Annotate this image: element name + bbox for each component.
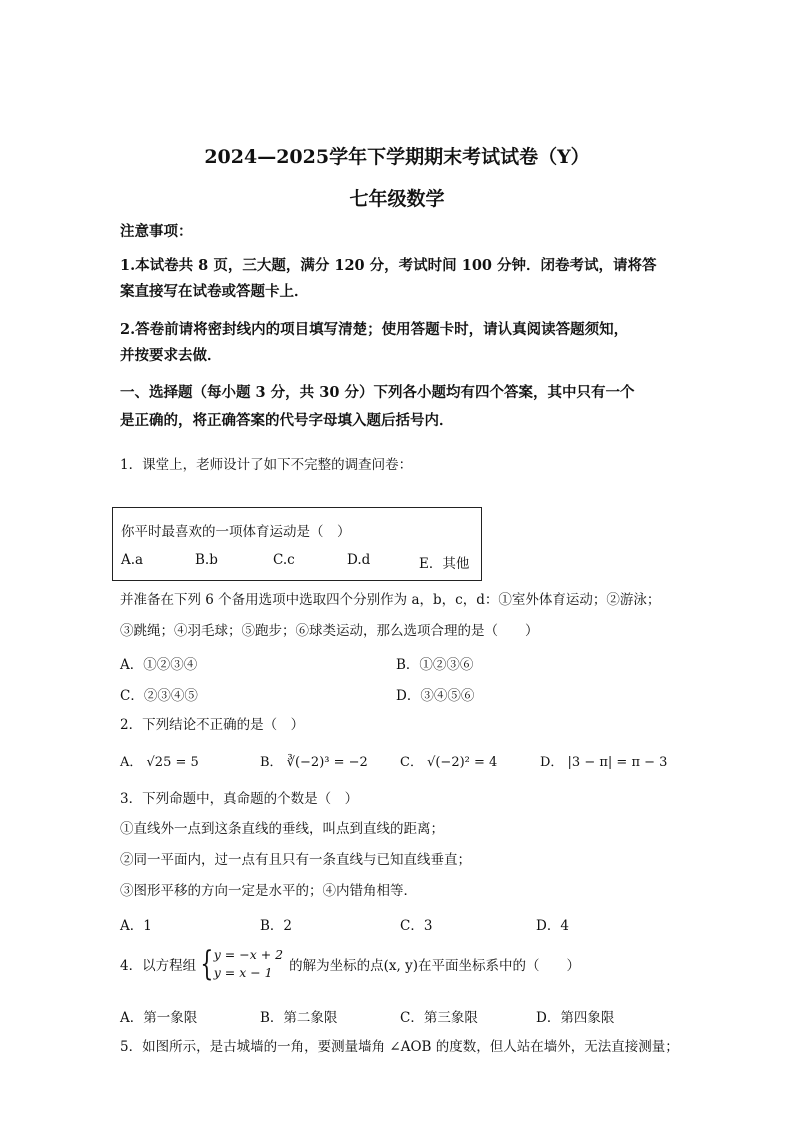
- survey-option-c: C.c: [273, 552, 295, 568]
- q3-statement-2: ②同一平面内，过一点有且只有一条直线与已知直线垂直；: [120, 852, 471, 868]
- section1-line2: 是正确的，将正确答案的代号字母填入题后括号内．: [120, 412, 454, 429]
- notes-heading: 注意事项：: [120, 223, 193, 240]
- left-brace-icon: {: [200, 944, 214, 984]
- q2-option-c: C． √(−2)² = 4: [400, 755, 498, 770]
- q4-option-d: D．第四象限: [536, 1010, 615, 1026]
- q1-option-a: A．①②③④: [120, 657, 198, 673]
- q1-text-line1: 并准备在下列 6 个备用选项中选取四个分别作为 a，b，c，d：①室外体育运动；②游泳；: [120, 592, 661, 608]
- q3-option-a: A．1: [120, 918, 152, 934]
- q2-option-d: D． |3 − π| = π − 3: [540, 755, 668, 770]
- q1-text-line2: ③跳绳；④羽毛球；⑤跑步；⑥球类运动，那么选项合理的是（ ）: [120, 623, 539, 639]
- q2-option-a: A． √25 = 5: [120, 755, 199, 770]
- q1-option-d: D．③④⑤⑥: [396, 688, 475, 704]
- q5-stem: 5．如图所示，是古城墙的一角，要测量墙角 ∠AOB 的度数，但人站在墙外，无法直接测量；: [120, 1039, 679, 1055]
- q4-stem-after: 的解为坐标的点(x, y)在平面坐标系中的（ ）: [289, 958, 580, 974]
- q1-option-c: C．②③④⑤: [120, 688, 198, 704]
- exam-title: 2024—2025学年下学期期末考试试卷（Y）: [204, 146, 590, 168]
- q2-option-b: B． ∛(−2)³ = −2: [260, 755, 368, 770]
- q4-option-c: C．第三象限: [400, 1010, 478, 1026]
- q4-stem: [120, 946, 580, 986]
- q1-stem: 1．课堂上，老师设计了如下不完整的调查问卷：: [120, 457, 413, 473]
- survey-option-d: D.d: [347, 552, 371, 568]
- notes-item2-line2: 并按要求去做．: [120, 347, 222, 364]
- survey-option-e: E．其他: [419, 556, 470, 572]
- equation-2: y = x − 1: [213, 965, 273, 980]
- survey-option-b: B.b: [195, 552, 218, 568]
- section1-line1: 一、选择题（每小题 3 分，共 30 分）下列各小题均有四个答案，其中只有一个: [120, 384, 635, 401]
- equation-system: [214, 946, 283, 982]
- notes-item2-line1: 2.答卷前请将密封线内的项目填写清楚；使用答题卡时，请认真阅读答题须知，: [120, 321, 629, 338]
- notes-item1-line1: 1.本试卷共 8 页，三大题，满分 120 分，考试时间 100 分钟．闭卷考试，请将答: [120, 257, 657, 274]
- q4-option-b: B．第二象限: [260, 1010, 338, 1026]
- survey-question: 你平时最喜欢的一项体育运动是（ ）: [121, 524, 351, 540]
- q3-option-d: D．4: [536, 918, 569, 934]
- exam-subtitle: 七年级数学: [349, 188, 445, 210]
- q3-statement-3: ③图形平移的方向一定是水平的；④内错角相等．: [120, 883, 417, 899]
- q3-stem: 3．下列命题中，真命题的个数是（ ）: [120, 791, 359, 807]
- survey-option-a: A.a: [121, 552, 144, 568]
- q1-option-b: B．①②③⑥: [396, 657, 474, 673]
- q3-option-b: B．2: [260, 918, 293, 934]
- q3-option-c: C．3: [400, 918, 433, 934]
- q4-option-a: A．第一象限: [120, 1010, 198, 1026]
- q2-stem: 2．下列结论不正确的是（ ）: [120, 717, 305, 733]
- equation-1: y = −x + 2: [213, 947, 284, 962]
- q3-statement-1: ①直线外一点到这条直线的垂线，叫点到直线的距离；: [120, 821, 444, 837]
- notes-item1-line2: 案直接写在试卷或答题卡上．: [120, 283, 309, 300]
- q4-stem-before: 4．以方程组: [120, 958, 197, 974]
- survey-box: [112, 507, 482, 581]
